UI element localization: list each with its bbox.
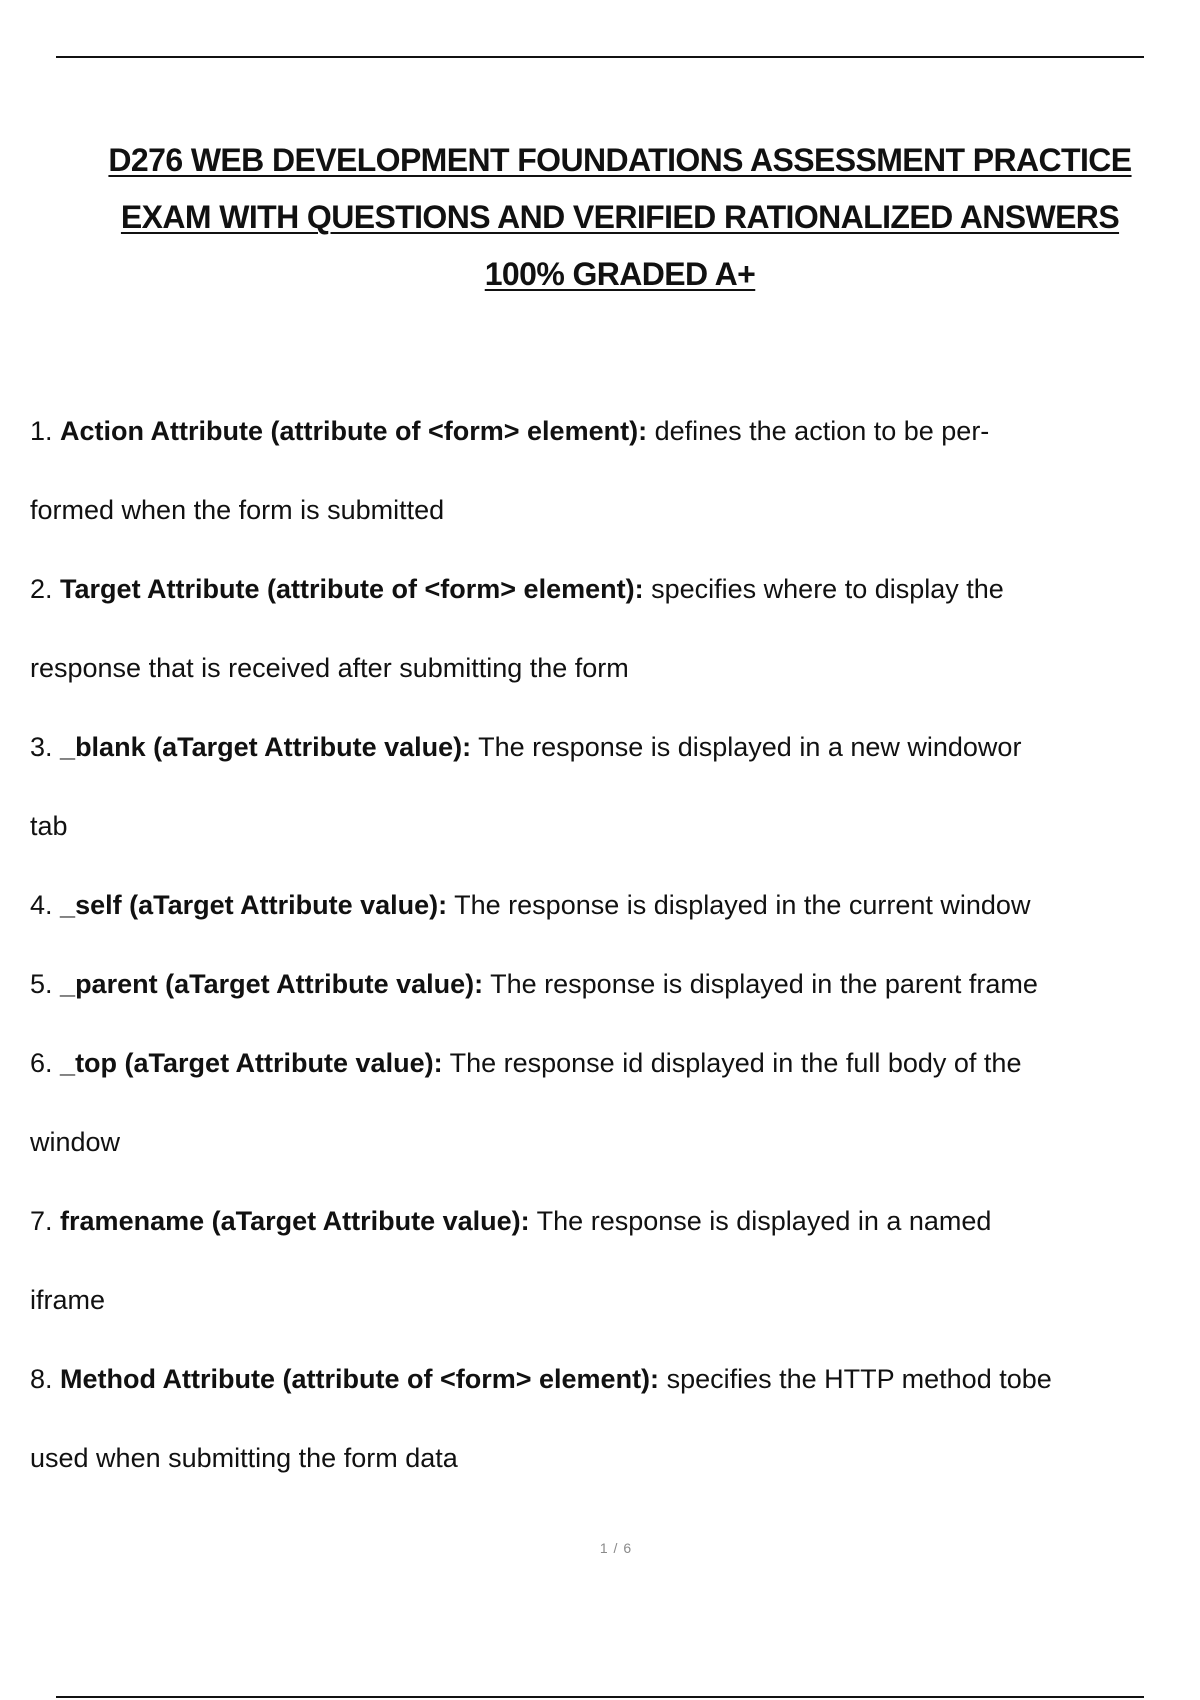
item-term: _parent (aTarget Attribute value):	[60, 969, 484, 999]
item-continuation: response that is received after submitting the form	[30, 653, 629, 683]
item-number: 7.	[30, 1206, 53, 1236]
top-rule	[56, 56, 1144, 58]
item-continuation: tab	[30, 811, 68, 841]
item-term: _self (aTarget Attribute value):	[60, 890, 448, 920]
item-continuation: formed when the form is submitted	[30, 495, 445, 525]
bottom-rule	[56, 1696, 1144, 1698]
item-number: 6.	[30, 1048, 53, 1078]
item-term: _blank (aTarget Attribute value):	[60, 732, 472, 762]
question-item-1	[30, 392, 1195, 550]
title-line-1: D276 WEB DEVELOPMENT FOUNDATIONS ASSESSMENT PRACTICE	[108, 142, 1132, 178]
item-number: 4.	[30, 890, 53, 920]
item-continuation: used when submitting the form data	[30, 1443, 458, 1473]
question-list	[30, 392, 1195, 1498]
item-definition: The response is displayed in a named	[536, 1206, 992, 1236]
document-title	[60, 132, 1180, 303]
item-definition: The response is displayed in the parent frame	[490, 969, 1038, 999]
item-number: 2.	[30, 574, 53, 604]
item-number: 3.	[30, 732, 53, 762]
item-term: framename (aTarget Attribute value):	[60, 1206, 530, 1236]
item-definition: defines the action to be per-	[654, 416, 990, 446]
item-number: 5.	[30, 969, 53, 999]
question-item-2	[30, 550, 1195, 708]
item-number: 8.	[30, 1364, 53, 1394]
item-term: Action Attribute (attribute of <form> element):	[60, 416, 648, 446]
item-number: 1.	[30, 416, 53, 446]
item-term: _top (aTarget Attribute value):	[60, 1048, 443, 1078]
question-item-8	[30, 1340, 1195, 1498]
title-line-3: 100% GRADED A+	[484, 256, 756, 292]
question-item-6	[30, 1024, 1195, 1182]
item-definition: The response is displayed in the current window	[454, 890, 1031, 920]
item-definition: specifies where to display the	[651, 574, 1004, 604]
item-term: Target Attribute (attribute of <form> element):	[60, 574, 644, 604]
item-term: Method Attribute (attribute of <form> element):	[60, 1364, 660, 1394]
item-definition: The response is displayed in a new windowor	[478, 732, 1022, 762]
title-line-2: EXAM WITH QUESTIONS AND VERIFIED RATIONALIZED ANSWERS	[120, 199, 1120, 235]
page-number: 1 / 6	[599, 1540, 633, 1556]
item-definition: The response id displayed in the full body of the	[449, 1048, 1022, 1078]
item-continuation: window	[30, 1127, 121, 1157]
item-continuation: iframe	[30, 1285, 106, 1315]
question-item-7	[30, 1182, 1195, 1340]
question-item-5	[30, 945, 1195, 1024]
item-definition: specifies the HTTP method tobe	[666, 1364, 1052, 1394]
question-item-3	[30, 708, 1195, 866]
question-item-4	[30, 866, 1195, 945]
